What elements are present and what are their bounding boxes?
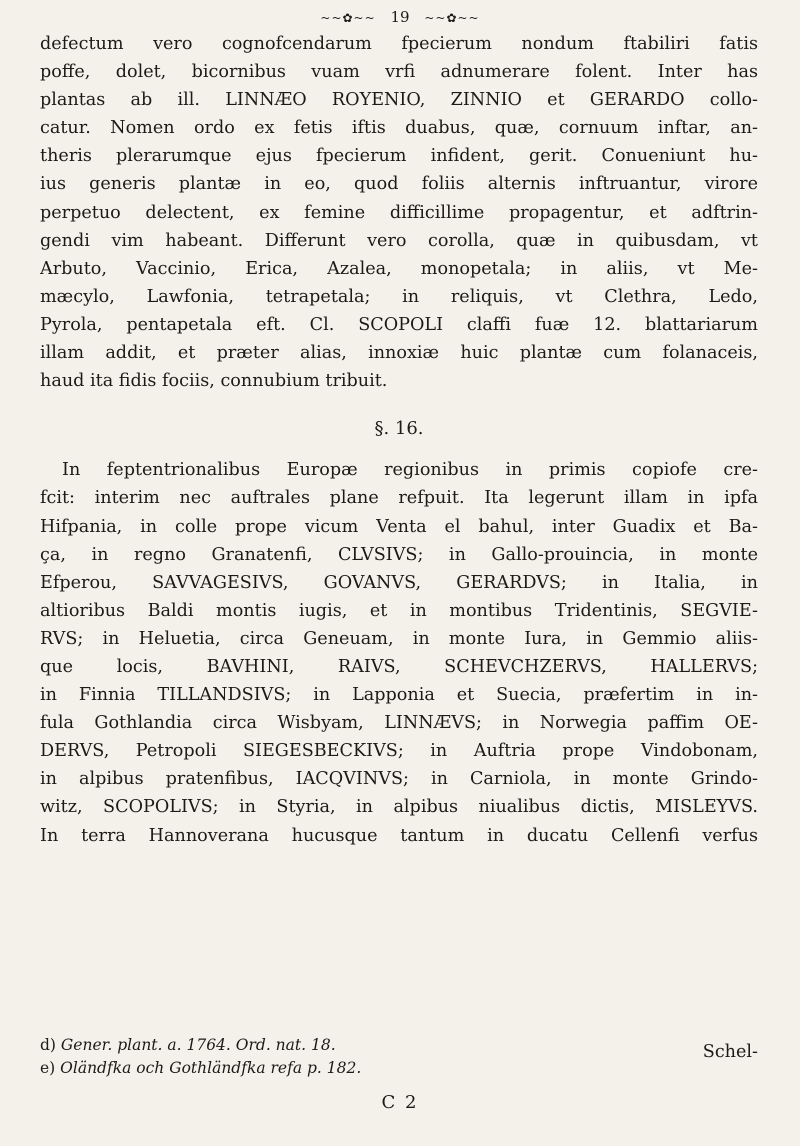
text-line: DERVS, Petropoli SIEGESBECKIVS; in Auftria prope Vindobonam, (40, 741, 758, 762)
text-line: theris plerarumque ejus fpecierum infident, gerit. Conueniunt hu- (40, 146, 758, 167)
text-line: Hifpania, in colle prope vicum Venta el bahul, inter Guadix et Ba- (40, 516, 758, 537)
right-ornament: ~~✿~~ (424, 11, 480, 25)
paragraph-1 (40, 30, 758, 395)
text-line: in alpibus pratenfibus, IACQVINVS; in Carniola, in monte Grindo- (40, 769, 758, 790)
text-line: defectum vero cognofcendarum fpecierum nondum ftabiliri fatis (40, 34, 758, 54)
text-line: perpetuo delectent, ex femine difficillime propagentur, et adftrin- (40, 202, 758, 223)
section-heading: §. 16. (374, 418, 424, 440)
text-line: catur. Nomen ordo ex fetis iftis duabus, quæ, cornuum inftar, an- (40, 118, 758, 139)
text-line: fula Gothlandia circa Wisbyam, LINNÆVS; in Norwegia paffim OE- (40, 713, 758, 734)
main-text (40, 30, 758, 850)
text-line: witz, SCOPOLIVS; in Styria, in alpibus niualibus dictis, MISLEYVS. (40, 797, 758, 818)
text-line: Efperou, SAVVAGESIVS, GOVANVS, GERARDVS; in Italia, in (40, 572, 758, 593)
text-line: que locis, BAVHINI, RAIVS, SCHEVCHZERVS, HALLERVS; (40, 656, 758, 677)
footnote-mark: e) (40, 1059, 56, 1077)
text-line: illam addit, et præter alias, innoxiæ huic plantæ cum folanaceis, (40, 343, 758, 364)
text-line: altioribus Baldi montis iugis, et in montibus Tridentinis, SEGVIE- (40, 600, 758, 621)
text-line: In feptentrionalibus Europæ regionibus in primis copiofe cre- (62, 460, 758, 481)
left-ornament: ~~✿~~ (320, 11, 376, 25)
text-line: fcit: interim nec auftrales plane refpuit. Ita legerunt illam in ipfa (40, 488, 758, 509)
page-number: 19 (390, 8, 410, 26)
text-line: ius generis plantæ in eo, quod foliis alternis inftruantur, virore (40, 174, 758, 195)
text-line: ça, in regno Granatenfi, CLVSIVS; in Gallo-prouincia, in monte (40, 544, 758, 565)
paragraph-2 (40, 456, 758, 849)
catchword: Schel- (702, 1042, 758, 1062)
running-header (0, 8, 800, 26)
footnote-2 (40, 1058, 758, 1079)
text-line: plantas ab ill. LINNÆO ROYENIO, ZINNIO et GERARDO collo- (40, 90, 758, 111)
text-line: Arbuto, Vaccinio, Erica, Azalea, monopetala; in aliis, vt Me- (40, 258, 758, 279)
text-line: Pyrola, pentapetala eft. Cl. SCOPOLI claffi fuæ 12. blattariarum (40, 314, 758, 335)
signature-mark: C 2 (381, 1092, 419, 1113)
text-line: RVS; in Heluetia, circa Geneuam, in monte Iura, in Gemmio aliis- (40, 628, 758, 649)
text-line: haud ita fidis fociis, connubium tribuit. (40, 371, 388, 392)
text-line: gendi vim habeant. Differunt vero corolla, quæ in quibusdam, vt (40, 230, 758, 251)
footnote-text: Oländfka och Gothländfka refa p. 182. (60, 1059, 362, 1077)
text-line: poffe, dolet, bicornibus vuam vrfi adnumerare folent. Inter has (40, 62, 758, 83)
footnote-1 (40, 1035, 758, 1056)
footnote-mark: d) (40, 1036, 56, 1054)
text-line: in Finnia TILLANDSIVS; in Lapponia et Suecia, præfertim in in- (40, 685, 758, 706)
text-line: In terra Hannoverana hucusque tantum in ducatu Cellenfi verfus (40, 825, 758, 846)
text-line: mæcylo, Lawfonia, tetrapetala; in reliquis, vt Clethra, Ledo, (40, 286, 758, 307)
footnote-text: Gener. plant. a. 1764. Ord. nat. 18. (60, 1036, 336, 1054)
